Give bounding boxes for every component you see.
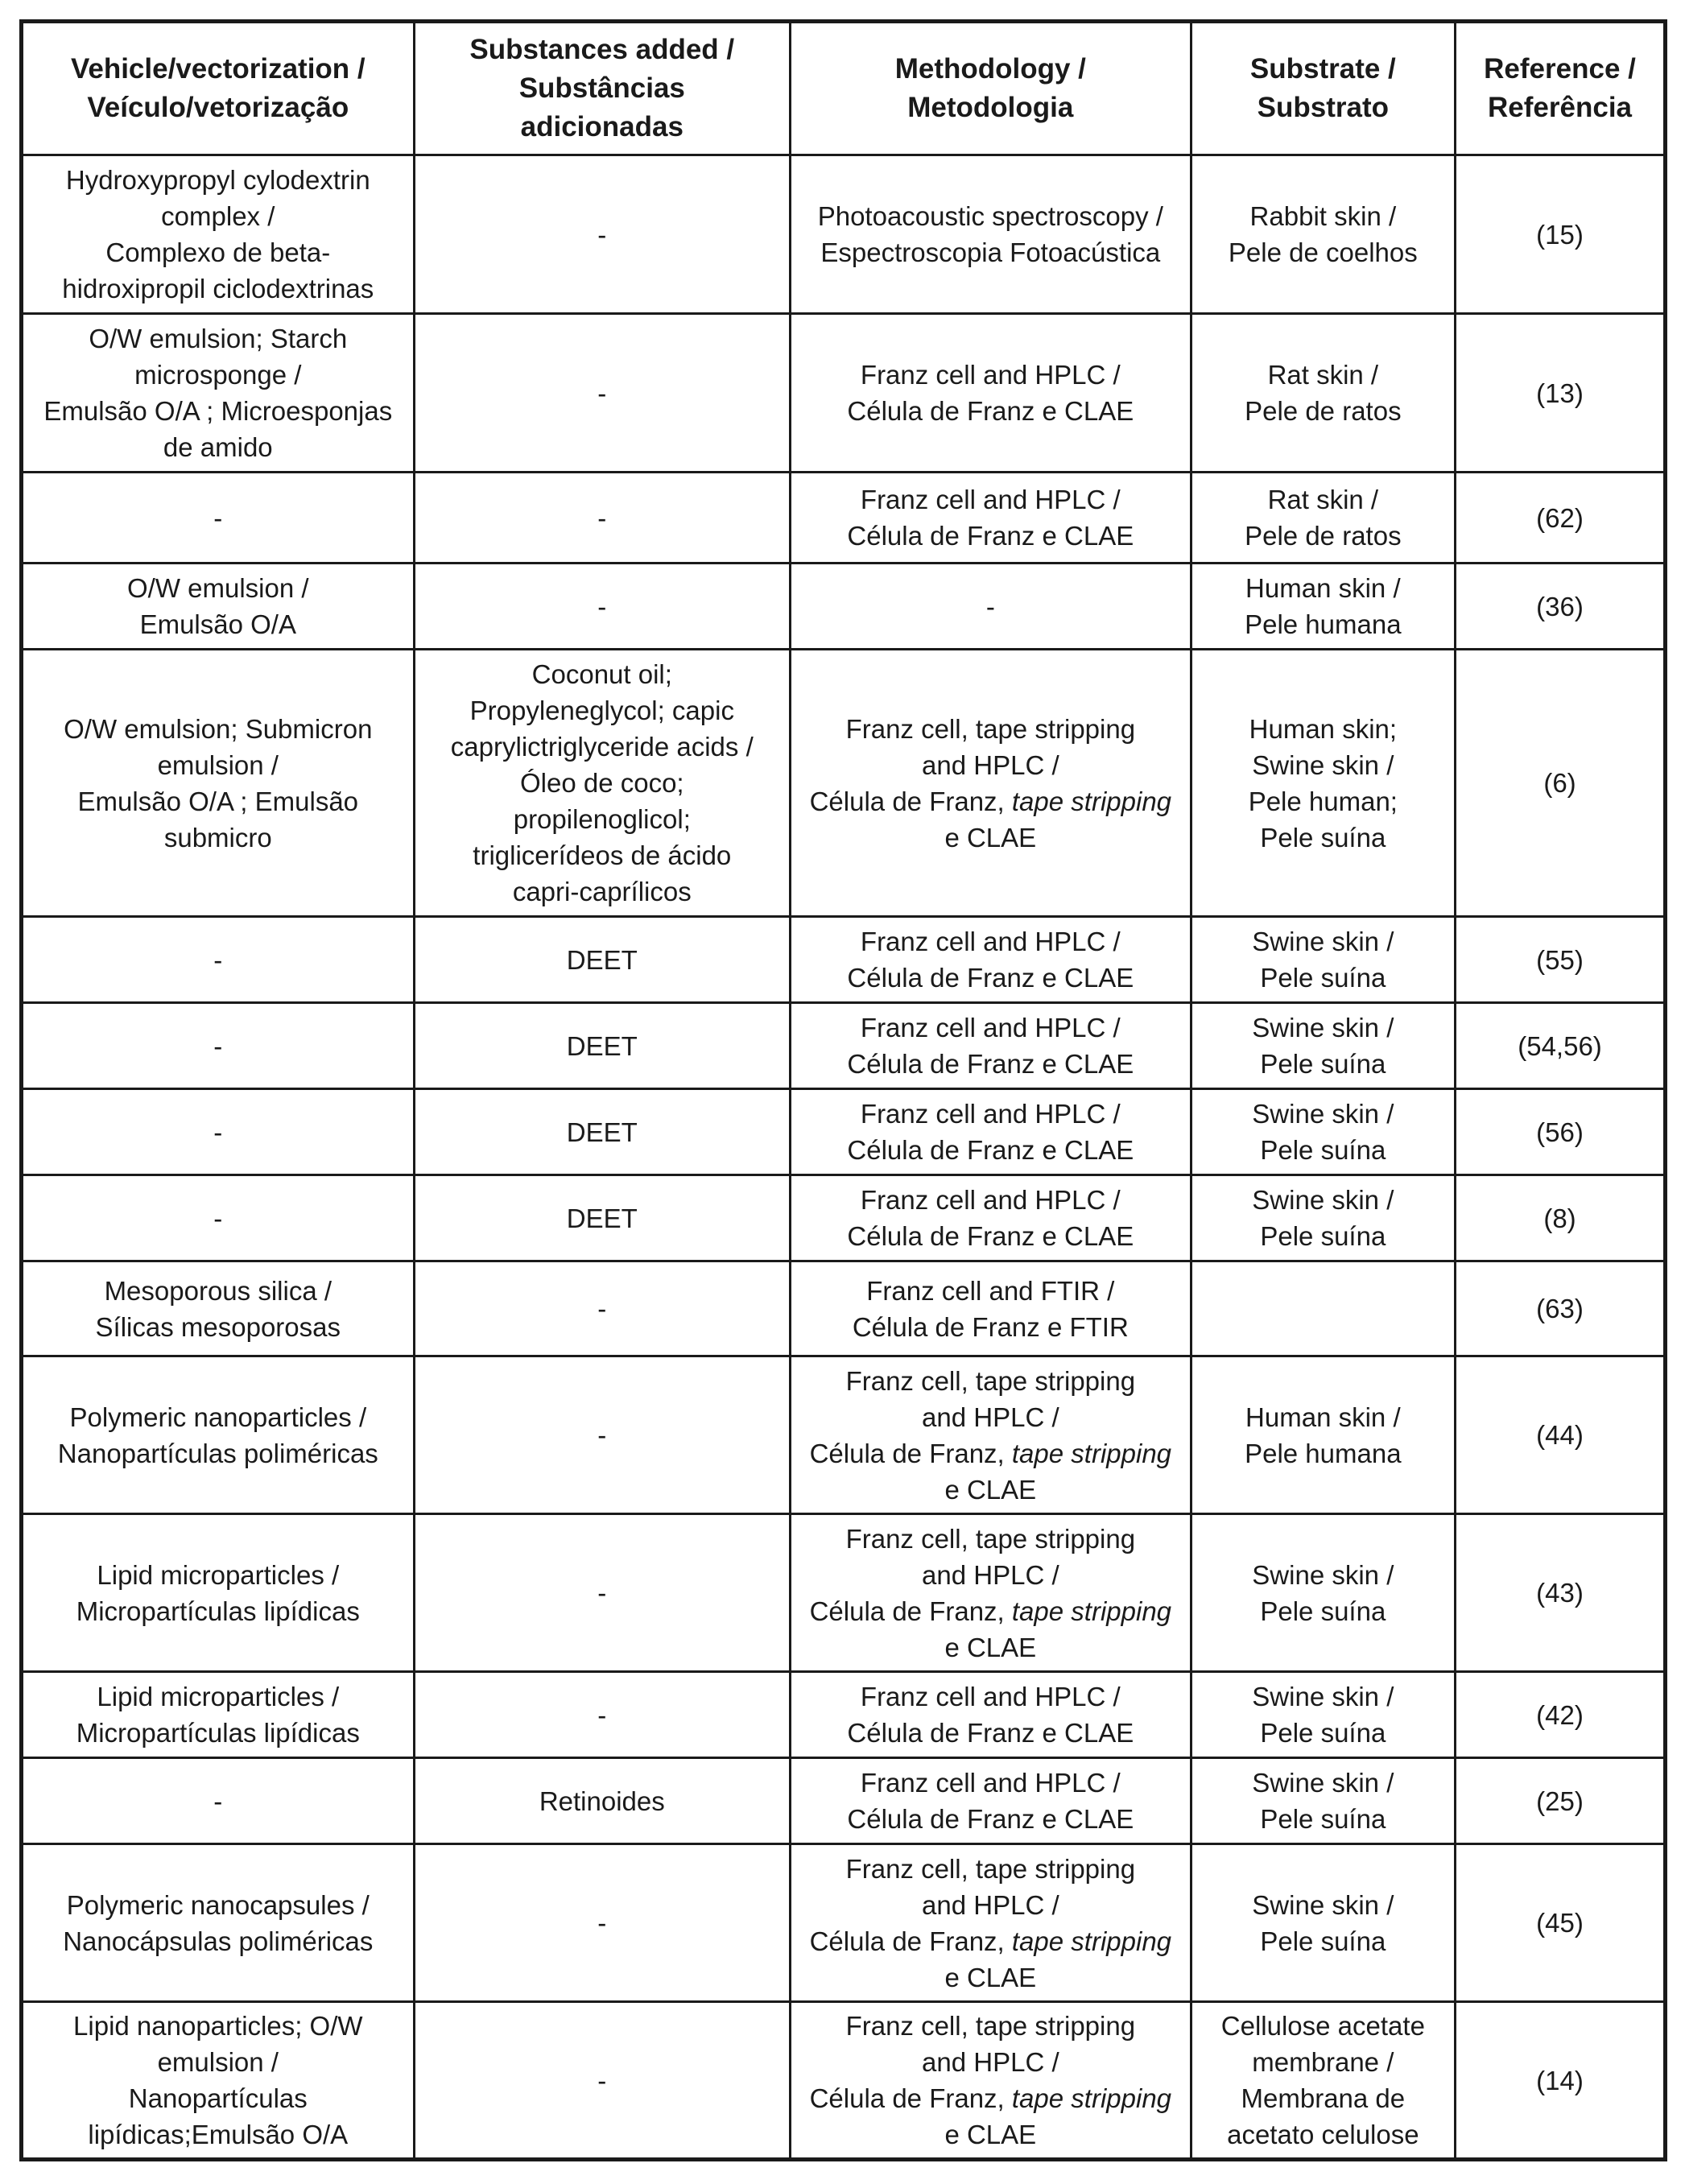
cell-reference: (8) xyxy=(1456,1175,1666,1261)
methodology-text: Franz cell and HPLC / Célula de Franz e CLAE xyxy=(847,927,1134,993)
cell-substances: - xyxy=(414,155,790,314)
methodology-text: Franz cell and HPLC / Célula de Franz e CLAE xyxy=(847,1099,1134,1165)
cell-vehicle: O/W emulsion / Emulsão O/A xyxy=(22,564,415,650)
cell-methodology xyxy=(791,1844,1191,2002)
cell-methodology xyxy=(791,1514,1191,1672)
cell-reference: (62) xyxy=(1456,473,1666,564)
header-substrate: Substrate / Substrato xyxy=(1191,22,1455,155)
cell-methodology xyxy=(791,473,1191,564)
cell-substances: - xyxy=(414,1514,790,1672)
table-row xyxy=(22,314,1666,473)
cell-methodology xyxy=(791,1089,1191,1175)
header-methodology: Methodology / Metodologia xyxy=(791,22,1191,155)
cell-methodology xyxy=(791,1758,1191,1844)
table-row xyxy=(22,1356,1666,1514)
cell-reference: (14) xyxy=(1456,2002,1666,2160)
methodology-text: Franz cell and HPLC / Célula de Franz e CLAE xyxy=(847,485,1134,551)
methodology-text: Franz cell, tape stripping and HPLC / Célula de Franz, xyxy=(809,1853,1136,1956)
cell-vehicle: - xyxy=(22,1003,415,1089)
cell-methodology xyxy=(791,917,1191,1003)
cell-substrate: Human skin / Pele humana xyxy=(1191,1356,1455,1514)
cell-vehicle: - xyxy=(22,1089,415,1175)
cell-reference: (44) xyxy=(1456,1356,1666,1514)
header-reference: Reference / Referência xyxy=(1456,22,1666,155)
cell-reference: (6) xyxy=(1456,650,1666,917)
cell-substances: Coconut oil; Propyleneglycol; capic caprylictriglyceride acids / Óleo de coco; propilenoglicol; triglicerídeos de ácido capri-caprílicos xyxy=(414,650,790,917)
cell-substrate: Swine skin / Pele suína xyxy=(1191,1844,1455,2002)
cell-methodology xyxy=(791,1356,1191,1514)
cell-methodology xyxy=(791,650,1191,917)
cell-substances: - xyxy=(414,2002,790,2160)
cell-substrate: Cellulose acetate membrane / Membrana de acetato celulose xyxy=(1191,2002,1455,2160)
table-header xyxy=(22,22,1666,155)
methodology-end-text: e CLAE xyxy=(944,822,1037,853)
methodology-italic-text: tape stripping xyxy=(1011,2083,1172,2113)
table-body xyxy=(22,155,1666,2160)
table-row xyxy=(22,917,1666,1003)
cell-substrate: Rat skin / Pele de ratos xyxy=(1191,314,1455,473)
cell-substances: DEET xyxy=(414,1003,790,1089)
cell-vehicle: O/W emulsion; Starch microsponge / Emulsão O/A ; Microesponjas de amido xyxy=(22,314,415,473)
methodology-text: Photoacoustic spectroscopy / Espectroscopia Fotoacústica xyxy=(817,201,1163,267)
cell-substrate: Swine skin / Pele suína xyxy=(1191,917,1455,1003)
header-vehicle: Vehicle/vectorization / Veículo/vetorização xyxy=(22,22,415,155)
cell-vehicle: Hydroxypropyl cylodextrin complex / Complexo de beta- hidroxipropil ciclodextrinas xyxy=(22,155,415,314)
methodology-text: Franz cell and HPLC / Célula de Franz e CLAE xyxy=(847,360,1134,426)
table-row xyxy=(22,2002,1666,2160)
methodology-text: Franz cell and HPLC / Célula de Franz e CLAE xyxy=(847,1013,1134,1079)
methodology-text: Franz cell and FTIR / Célula de Franz e FTIR xyxy=(852,1275,1129,1342)
cell-vehicle: Polymeric nanocapsules / Nanocápsulas poliméricas xyxy=(22,1844,415,2002)
cell-substrate: Swine skin / Pele suína xyxy=(1191,1758,1455,1844)
header-row xyxy=(22,22,1666,155)
methodology-italic-text: tape stripping xyxy=(1011,786,1172,816)
table-row xyxy=(22,1003,1666,1089)
cell-substances: - xyxy=(414,564,790,650)
cell-reference: (15) xyxy=(1456,155,1666,314)
table-row xyxy=(22,650,1666,917)
cell-vehicle: Lipid microparticles / Micropartículas lipídicas xyxy=(22,1672,415,1758)
methodology-end-text: e CLAE xyxy=(944,2120,1037,2149)
cell-methodology xyxy=(791,1003,1191,1089)
methodology-end-text: e CLAE xyxy=(944,1962,1037,1992)
table-row xyxy=(22,1089,1666,1175)
methodology-italic-text: tape stripping xyxy=(1011,1438,1172,1468)
cell-reference: (13) xyxy=(1456,314,1666,473)
cell-vehicle: - xyxy=(22,1175,415,1261)
cell-vehicle: - xyxy=(22,1758,415,1844)
cell-substances: - xyxy=(414,1356,790,1514)
cell-methodology xyxy=(791,1261,1191,1356)
cell-vehicle: Lipid microparticles / Micropartículas lipídicas xyxy=(22,1514,415,1672)
cell-substances: - xyxy=(414,314,790,473)
cell-reference: (42) xyxy=(1456,1672,1666,1758)
cell-vehicle: Polymeric nanoparticles / Nanopartículas poliméricas xyxy=(22,1356,415,1514)
cell-substrate xyxy=(1191,1261,1455,1356)
methodology-end-text: e CLAE xyxy=(944,1632,1037,1662)
methodology-text: Franz cell, tape stripping and HPLC / Célula de Franz, xyxy=(809,713,1136,816)
table-row xyxy=(22,1844,1666,2002)
cell-substrate: Swine skin / Pele suína xyxy=(1191,1089,1455,1175)
cell-methodology xyxy=(791,1175,1191,1261)
cell-reference: (45) xyxy=(1456,1844,1666,2002)
cell-substances: DEET xyxy=(414,1175,790,1261)
cell-substrate: Human skin / Pele humana xyxy=(1191,564,1455,650)
cell-reference: (56) xyxy=(1456,1089,1666,1175)
cell-substances: DEET xyxy=(414,1089,790,1175)
methodology-text: Franz cell, tape stripping and HPLC / Célula de Franz, xyxy=(809,1365,1136,1468)
cell-methodology xyxy=(791,314,1191,473)
table-row xyxy=(22,1175,1666,1261)
table-row xyxy=(22,1758,1666,1844)
cell-substances: DEET xyxy=(414,917,790,1003)
methodology-end-text: e CLAE xyxy=(944,1474,1037,1505)
reference-table xyxy=(19,19,1667,2161)
methodology-text: Franz cell and HPLC / Célula de Franz e CLAE xyxy=(847,1682,1134,1748)
cell-methodology xyxy=(791,2002,1191,2160)
cell-substrate: Swine skin / Pele suína xyxy=(1191,1175,1455,1261)
methodology-text: Franz cell and HPLC / Célula de Franz e CLAE xyxy=(847,1185,1134,1251)
table-row xyxy=(22,564,1666,650)
cell-substrate: Rat skin / Pele de ratos xyxy=(1191,473,1455,564)
header-substances: Substances added / Substâncias adicionadas xyxy=(414,22,790,155)
cell-vehicle: Lipid nanoparticles; O/W emulsion / Nanopartículas lipídicas;Emulsão O/A xyxy=(22,2002,415,2160)
cell-substrate: Rabbit skin / Pele de coelhos xyxy=(1191,155,1455,314)
cell-reference: (63) xyxy=(1456,1261,1666,1356)
methodology-text: Franz cell, tape stripping and HPLC / Célula de Franz, xyxy=(809,1523,1136,1626)
cell-substances: - xyxy=(414,1261,790,1356)
cell-substrate: Swine skin / Pele suína xyxy=(1191,1672,1455,1758)
methodology-italic-text: tape stripping xyxy=(1011,1926,1172,1956)
table-row xyxy=(22,1672,1666,1758)
cell-substances: - xyxy=(414,473,790,564)
cell-reference: (36) xyxy=(1456,564,1666,650)
cell-vehicle: Mesoporous silica / Sílicas mesoporosas xyxy=(22,1261,415,1356)
cell-methodology xyxy=(791,564,1191,650)
cell-substrate: Swine skin / Pele suína xyxy=(1191,1003,1455,1089)
cell-reference: (54,56) xyxy=(1456,1003,1666,1089)
table-row xyxy=(22,1261,1666,1356)
cell-substances: - xyxy=(414,1672,790,1758)
methodology-text: - xyxy=(985,591,995,621)
cell-substances: - xyxy=(414,1844,790,2002)
cell-methodology xyxy=(791,1672,1191,1758)
cell-substances: Retinoides xyxy=(414,1758,790,1844)
table-row xyxy=(22,473,1666,564)
methodology-text: Franz cell, tape stripping and HPLC / Célula de Franz, xyxy=(809,2011,1136,2113)
cell-vehicle: - xyxy=(22,473,415,564)
table-row xyxy=(22,1514,1666,1672)
cell-vehicle: O/W emulsion; Submicron emulsion / Emulsão O/A ; Emulsão submicro xyxy=(22,650,415,917)
methodology-italic-text: tape stripping xyxy=(1011,1596,1172,1626)
methodology-text: Franz cell and HPLC / Célula de Franz e CLAE xyxy=(847,1768,1134,1834)
cell-substrate: Swine skin / Pele suína xyxy=(1191,1514,1455,1672)
cell-reference: (25) xyxy=(1456,1758,1666,1844)
cell-substrate: Human skin; Swine skin / Pele human; Pele suína xyxy=(1191,650,1455,917)
cell-reference: (55) xyxy=(1456,917,1666,1003)
cell-reference: (43) xyxy=(1456,1514,1666,1672)
cell-vehicle: - xyxy=(22,917,415,1003)
cell-methodology xyxy=(791,155,1191,314)
table-row xyxy=(22,155,1666,314)
